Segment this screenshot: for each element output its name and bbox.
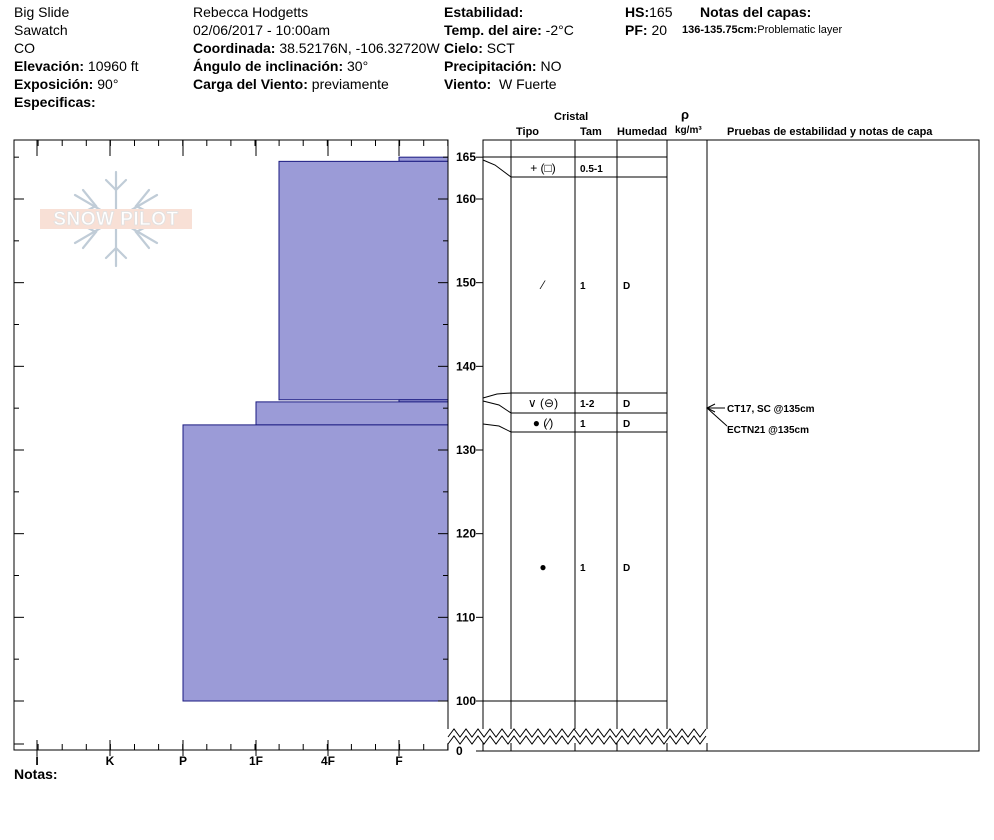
notes-label: Notas: [14,766,58,782]
test-leader [707,408,727,426]
depth-connector [483,424,511,432]
stability-test-label: CT17, SC @135cm [727,404,815,415]
layer-grain-type: ● (⁄) [532,416,554,430]
depth-tick-label: 150 [456,275,477,290]
col-rho: ρ [681,107,690,122]
depth-connector [483,160,511,177]
depth-tick-label: 165 [456,150,477,165]
stability-test-label: ECTN21 @135cm [727,425,810,436]
watermark-text: SNOW PILOT [53,209,179,230]
depth-tick-label: 160 [456,192,477,206]
layer-grain-type: + (□) [530,161,556,175]
col-density-unit: kg/m³ [675,125,702,136]
col-cristal: Cristal [554,111,589,123]
precip-value: NO [540,58,562,74]
observer: Rebecca Hodgetts [193,4,309,20]
hardness-bar [399,157,448,161]
aspect-label: Exposición: [14,76,94,92]
location-name: Big Slide [14,4,70,20]
depth-tick-label: 100 [456,694,477,708]
stability-label: Estabilidad: [444,4,524,20]
air-temp-label: Temp. del aire: [444,22,542,38]
hardness-bar [279,161,448,399]
depth-connector [483,401,511,413]
stability-tests [707,404,815,436]
hardness-tick-label: 4F [320,754,336,768]
layer-grain-size: 1 [580,281,586,292]
snowpilot-watermark [40,172,192,266]
air-temp-value: -2°C [545,22,574,38]
slope-value: 30° [347,58,369,74]
depth-tick-label: 140 [456,359,477,374]
wind-label: Viento: [444,76,492,92]
hs-value: 165 [649,4,673,20]
hardness-tick-label: P [178,754,188,768]
col-tam: Tam [580,126,602,138]
pf-label: PF: [625,22,648,38]
layer-note-range: 136-135.75cm: [682,24,758,36]
wind-loading-label: Carga del Viento: [193,76,308,92]
layer-grain-type: ∨ (⊖) [527,396,559,410]
col-tests-title: Pruebas de estabilidad y notas de capa [727,126,933,138]
hardness-bar [183,425,448,701]
layer-note-text: Problematic layer [757,24,843,36]
wind-loading-value: previamente [311,76,389,92]
layer-moisture: D [623,563,631,574]
precip-label: Precipitación: [444,58,537,74]
layer-table [483,140,979,751]
layer-grain-size: 1-2 [580,399,595,410]
layer-table-frame [483,140,979,751]
pf-value: 20 [651,22,668,38]
datetime: 02/06/2017 - 10:00am [193,22,330,38]
layer-moisture: D [623,399,631,410]
slope-label: Ángulo de inclinación: [193,58,344,74]
layer-grain-type: ⁄ [541,278,545,292]
hardness-tick-label: K [105,754,115,768]
coordinate-label: Coordinada: [193,40,276,56]
depth-connector [483,393,511,398]
layer-notes-title: Notas del capas: [700,4,812,20]
wind-value: W Fuerte [498,76,557,92]
hardness-bars [183,157,448,701]
layer-grain-size: 1 [580,419,586,430]
depth-tick-label: 130 [456,443,477,457]
hardness-bar [256,402,448,425]
aspect-value: 90° [97,76,119,92]
hardness-tick-label: 1F [248,754,264,768]
layer-grain-size: 0.5-1 [580,164,603,175]
elevation-label: Elevación: [14,58,85,74]
sky-value: SCT [486,40,515,56]
hardness-tick-label: I [35,754,39,768]
layer-moisture: D [623,281,631,292]
elevation-value: 10960 ft [87,58,139,74]
state: CO [14,40,35,56]
depth-tick-label: 110 [456,610,476,625]
axis-break-zigzag [447,729,709,744]
depth-tick-label: 0 [456,744,463,758]
hs-label: HS: [625,4,650,20]
layer-moisture: D [623,419,631,430]
coordinate-value: 38.52176N, -106.32720W [279,40,440,56]
hardness-tick-label: F [395,754,403,768]
col-humedad: Humedad [617,126,668,138]
specifics-label: Especificas: [14,94,96,110]
sky-label: Cielo: [444,40,483,56]
mountain-range: Sawatch [14,22,68,38]
depth-tick-label: 120 [456,526,477,541]
layer-grain-type: ● [539,560,547,574]
layer-grain-size: 1 [580,563,586,574]
col-tipo: Tipo [516,126,540,138]
